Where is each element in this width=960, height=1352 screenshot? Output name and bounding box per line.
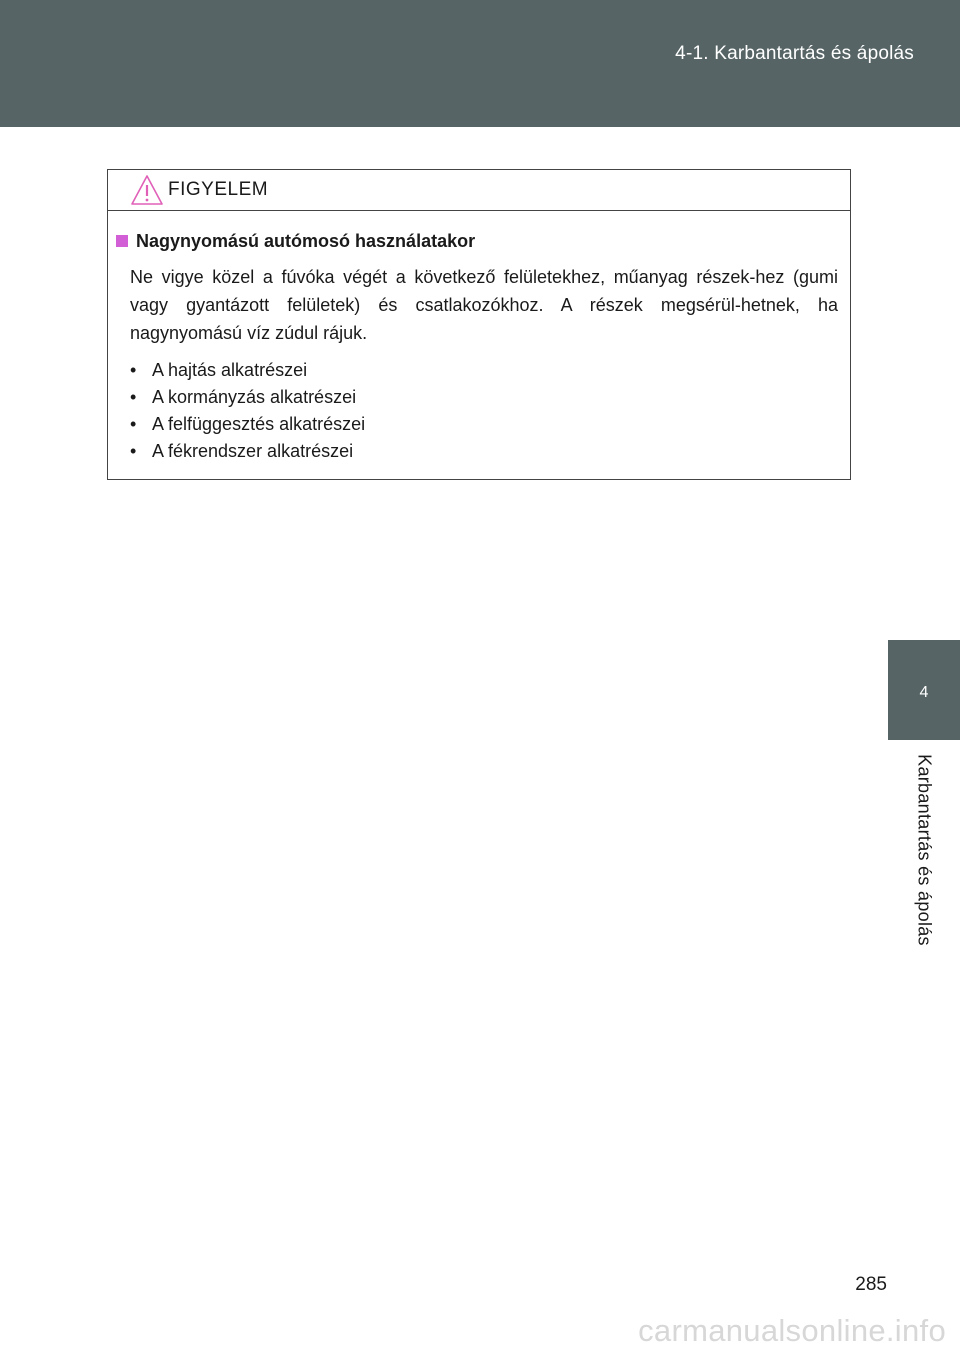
square-bullet-icon xyxy=(116,235,128,247)
list-item xyxy=(130,357,838,384)
list-item-text: A hajtás alkatrészei xyxy=(152,360,308,380)
chapter-label: Karbantartás és ápolás xyxy=(914,754,935,946)
list-item xyxy=(130,411,838,438)
warning-triangle-icon xyxy=(130,174,164,206)
section-heading xyxy=(130,227,838,255)
header-band xyxy=(0,0,960,127)
list-item-text: A fékrendszer alkatrészei xyxy=(152,441,354,461)
bullet-icon: • xyxy=(130,441,137,461)
warning-title: FIGYELEM xyxy=(168,179,269,200)
watermark: carmanualsonline.info xyxy=(638,1313,946,1348)
warning-list xyxy=(130,357,838,465)
warning-paragraph: Ne vigye közel a fúvóka végét a következő felületekhez, műanyag részek-hez (gumi vagy gyantázott felületek) és csatlakozókhoz. A részek megsérül-hetnek, ha nagynyomású víz zúdul rájuk. xyxy=(130,267,838,343)
warning-header xyxy=(108,170,850,211)
list-item-text: A kormányzás alkatrészei xyxy=(152,387,357,407)
chapter-number: 4 xyxy=(919,684,929,701)
list-item-text: A felfüggesztés alkatrészei xyxy=(152,414,366,434)
page-number: 285 xyxy=(855,1274,887,1295)
section-heading-text: Nagynyomású autómosó használatakor xyxy=(136,230,476,251)
bullet-icon: • xyxy=(130,387,137,407)
warning-box xyxy=(107,169,851,480)
list-item xyxy=(130,384,838,411)
bullet-icon: • xyxy=(130,360,137,380)
bullet-icon: • xyxy=(130,414,137,434)
warning-body xyxy=(108,211,850,465)
chapter-tab[interactable] xyxy=(888,640,960,740)
list-item xyxy=(130,438,838,465)
section-title: 4-1. Karbantartás és ápolás xyxy=(675,43,914,64)
